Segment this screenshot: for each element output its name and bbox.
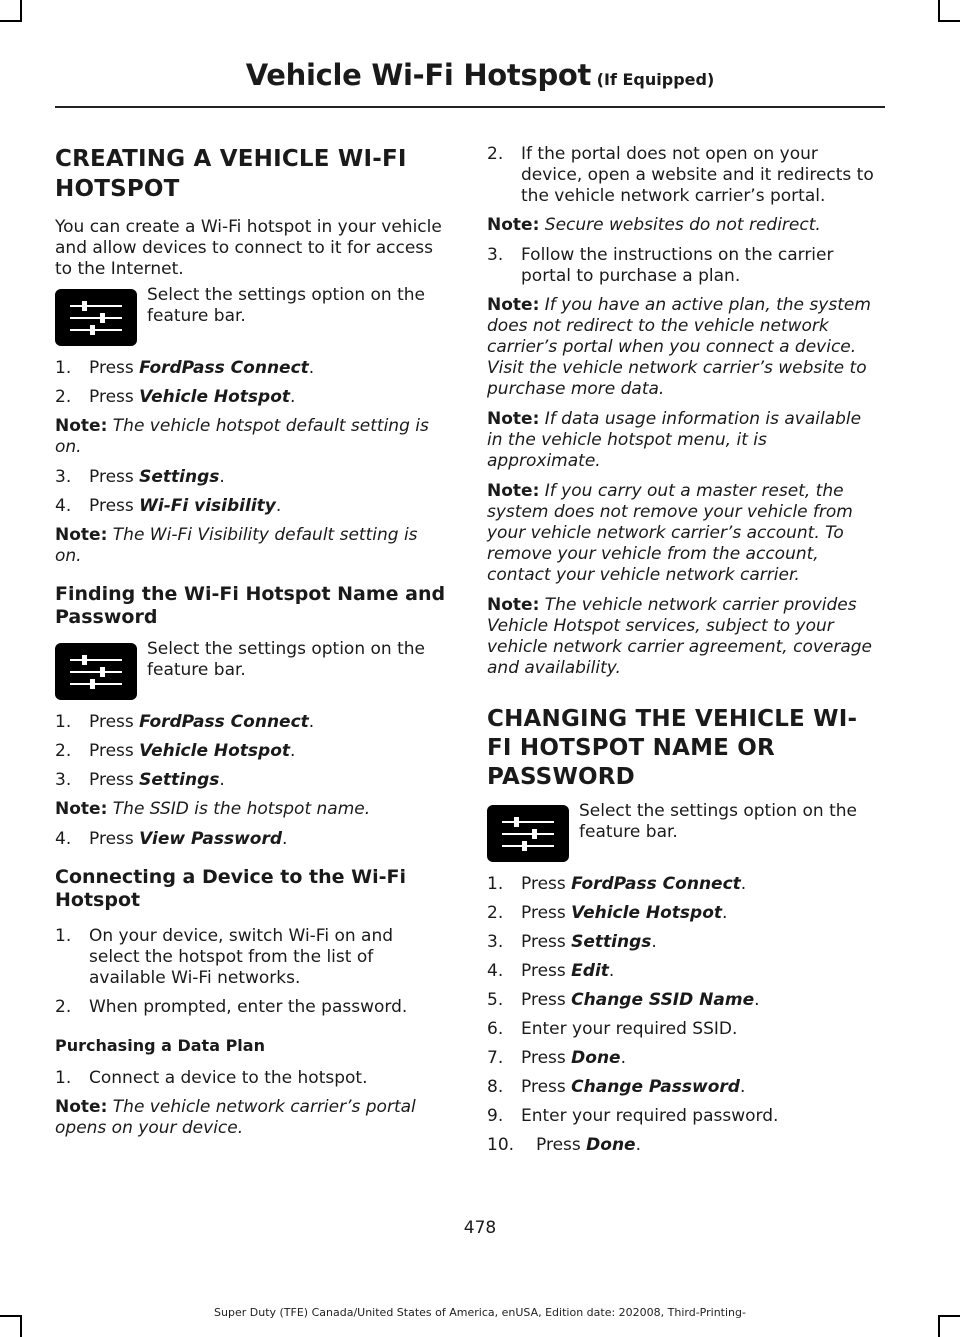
settings-sliders-icon xyxy=(55,643,137,700)
section-heading: CHANGING THE VEHICLE WI-FI HOTSPOT NAME OR PASSWORD xyxy=(487,706,858,790)
section-heading: CREATING A VEHICLE WI-FI HOTSPOT xyxy=(55,146,407,202)
list-item: 10. Press Done. xyxy=(487,1135,641,1155)
note: Note: If you have an active plan, the system does not redirect to the vehicle network carrier’s portal when you connect a device. Visit the vehicle network carrier’s website to purchase more data. xyxy=(487,295,871,399)
list-item: 1. Press FordPass Connect. xyxy=(55,358,315,378)
list-item: 6. Enter your required SSID. xyxy=(487,1019,738,1039)
list-item: 1. Connect a device to the hotspot. xyxy=(55,1068,368,1088)
note: Note: The vehicle network carrier’s portal opens on your device. xyxy=(55,1097,416,1138)
list-item: 3. Press Settings. xyxy=(55,770,225,790)
page-footer: Super Duty (TFE) Canada/United States of America, enUSA, Edition date: 202008, Third-Printing- xyxy=(214,1306,746,1319)
settings-sliders-icon xyxy=(487,805,569,862)
crop-mark xyxy=(938,0,940,22)
intro-paragraph: You can create a Wi-Fi hotspot in your vehicle and allow devices to connect to it for access to the Internet. xyxy=(55,217,442,279)
settings-instruction-text: Select the settings option on the feature bar. xyxy=(147,639,425,680)
list-item: 1. On your device, switch Wi-Fi on and select the hotspot from the list of available Wi-Fi networks. xyxy=(55,926,394,988)
settings-instruction xyxy=(55,285,447,346)
list-item: 5. Press Change SSID Name. xyxy=(487,990,760,1010)
list-item: 7. Press Done. xyxy=(487,1048,626,1068)
list-item: 1. Press FordPass Connect. xyxy=(55,712,315,732)
list-item: 8. Press Change Password. xyxy=(487,1077,746,1097)
note: Note: If you carry out a master reset, the system does not remove your vehicle from your vehicle network carrier’s account. To remove your vehicle from the account, contact your vehicle network carrier. xyxy=(487,481,853,585)
list-item: 2. Press Vehicle Hotspot. xyxy=(55,741,296,761)
left-column xyxy=(55,144,447,1148)
list-item: 4. Press Edit. xyxy=(487,961,615,981)
list-item: 3. Press Settings. xyxy=(487,932,657,952)
settings-instruction xyxy=(55,639,447,700)
settings-sliders-icon xyxy=(55,289,137,346)
settings-instruction xyxy=(487,801,879,862)
subsection-heading: Connecting a Device to the Wi-Fi Hotspot xyxy=(55,866,406,911)
page-number: 478 xyxy=(463,1218,497,1238)
note: Note: Secure websites do not redirect. xyxy=(487,215,821,235)
list-item: 4. Press View Password. xyxy=(55,829,288,849)
note: Note: The vehicle hotspot default setting is on. xyxy=(55,416,429,457)
right-column xyxy=(487,144,879,1164)
settings-instruction-text: Select the settings option on the feature bar. xyxy=(579,801,857,842)
list-item: 3. Follow the instructions on the carrier portal to purchase a plan. xyxy=(487,245,834,286)
subsection-heading: Finding the Wi-Fi Hotspot Name and Password xyxy=(55,583,446,628)
crop-mark xyxy=(0,20,22,22)
list-item: 9. Enter your required password. xyxy=(487,1106,779,1126)
note: Note: If data usage information is available in the vehicle hotspot menu, it is approximate. xyxy=(487,409,862,471)
list-item: 4. Press Wi-Fi visibility. xyxy=(55,496,282,516)
header-title: Vehicle Wi-Fi Hotspot xyxy=(245,58,592,92)
header-subtitle: (If Equipped) xyxy=(591,70,715,89)
list-item: 3. Press Settings. xyxy=(55,467,225,487)
list-item: 2. Press Vehicle Hotspot. xyxy=(55,387,296,407)
note: Note: The SSID is the hotspot name. xyxy=(55,799,371,819)
note: Note: The Wi-Fi Visibility default setting is on. xyxy=(55,525,418,566)
page-header xyxy=(0,58,960,92)
note: Note: The vehicle network carrier provides Vehicle Hotspot services, subject to your vehicle network carrier agreement, coverage and availability. xyxy=(487,595,873,678)
crop-mark xyxy=(20,0,22,22)
settings-instruction-text: Select the settings option on the feature bar. xyxy=(147,285,425,326)
header-rule xyxy=(55,106,885,108)
list-item: 2. When prompted, enter the password. xyxy=(55,997,408,1017)
list-item: 2. Press Vehicle Hotspot. xyxy=(487,903,728,923)
crop-mark xyxy=(938,20,960,22)
list-item: 1. Press FordPass Connect. xyxy=(487,874,747,894)
subsection-heading: Purchasing a Data Plan xyxy=(55,1036,265,1055)
list-item: 2. If the portal does not open on your device, open a website and it redirects to the vehicle network carrier’s portal. xyxy=(487,144,874,206)
